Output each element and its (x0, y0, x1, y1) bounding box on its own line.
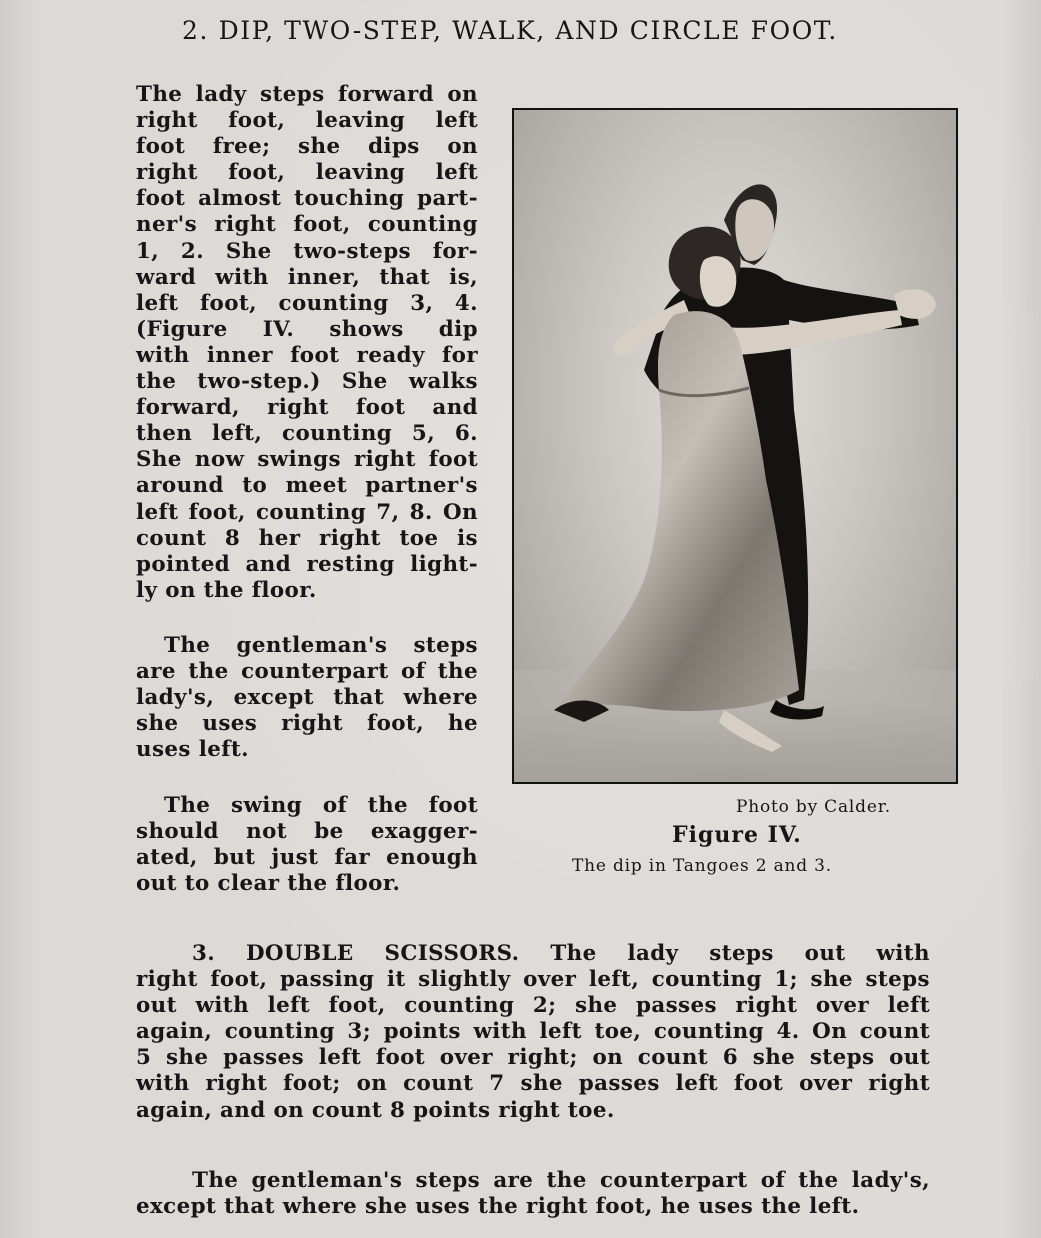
text-line: 1, 2. She two-steps for- (136, 238, 478, 264)
text-line: right foot, leaving left (136, 108, 478, 134)
lady-face (700, 256, 736, 307)
text-line: with right foot; on count 7 she passes left foot over right (136, 1071, 930, 1097)
text-line: ated, but just far enough (136, 845, 478, 871)
text-line: again, counting 3; points with left toe, counting 4. On count (136, 1019, 930, 1045)
paragraph-double-scissors (136, 941, 930, 1124)
text-line: the two-step.) She walks (136, 369, 478, 395)
text-line: foot free; she dips on (136, 134, 478, 160)
text-line: should not be exagger- (136, 819, 478, 845)
text-line: foot almost touching part- (136, 186, 478, 212)
text-line: forward, right foot and (136, 395, 478, 421)
paragraph-gentleman-counterpart (136, 633, 478, 763)
text-line: out with left foot, counting 2; she passes right over left (136, 993, 930, 1019)
text-line: out to clear the floor. (136, 871, 401, 897)
text-line: right foot, passing it slightly over left, counting 1; she steps (136, 967, 930, 993)
text-line: she uses right foot, he (136, 711, 478, 737)
text-line: pointed and resting light- (136, 551, 478, 577)
paragraph-swing-foot (136, 793, 478, 897)
text-line: The gentleman's steps are the counterpart of the lady's, (192, 1168, 930, 1193)
text-line: ly on the floor. (136, 577, 317, 603)
text-line: count 8 her right toe is (136, 525, 478, 551)
text-line: (Figure IV. shows dip (136, 316, 478, 342)
text-line: 3. DOUBLE SCISSORS. The lady steps out with (192, 941, 930, 966)
dancing-couple-illustration (514, 110, 956, 782)
text-line: The lady steps forward on (136, 82, 478, 107)
text-line: around to meet partner's (136, 473, 478, 499)
figure-caption: The dip in Tangoes 2 and 3. (572, 856, 832, 876)
paragraph-gentleman-scissors (136, 1168, 930, 1220)
text-line: uses left. (136, 737, 249, 763)
text-line: left foot, counting 3, 4. (136, 290, 478, 316)
section-heading: 2. DIP, TWO-STEP, WALK, AND CIRCLE FOOT. (182, 16, 838, 45)
photo-credit: Photo by Calder. (736, 797, 891, 817)
text-line: with inner foot ready for (136, 342, 478, 368)
text-line: except that where she uses the right foot, he uses the left. (136, 1194, 860, 1220)
figure-label: Figure IV. (672, 822, 802, 848)
text-line: left foot, counting 7, 8. On (136, 499, 478, 525)
text-line: are the counterpart of the (136, 659, 478, 685)
clasped-hands (894, 289, 936, 319)
text-line: ward with inner, that is, (136, 264, 478, 290)
text-line: The gentleman's steps (164, 633, 478, 658)
paragraph-lady-steps (136, 82, 478, 604)
dance-photograph (512, 108, 958, 784)
text-line: again, and on count 8 points right toe. (136, 1097, 615, 1123)
text-line: ner's right foot, counting (136, 212, 478, 238)
text-line: then left, counting 5, 6. (136, 421, 478, 447)
text-line: 5 she passes left foot over right; on count 6 she steps out (136, 1045, 930, 1071)
text-line: lady's, except that where (136, 685, 478, 711)
text-line: She now swings right foot (136, 447, 478, 473)
text-line: right foot, leaving left (136, 160, 478, 186)
text-line: The swing of the foot (164, 793, 478, 818)
gentleman-face (735, 199, 774, 261)
